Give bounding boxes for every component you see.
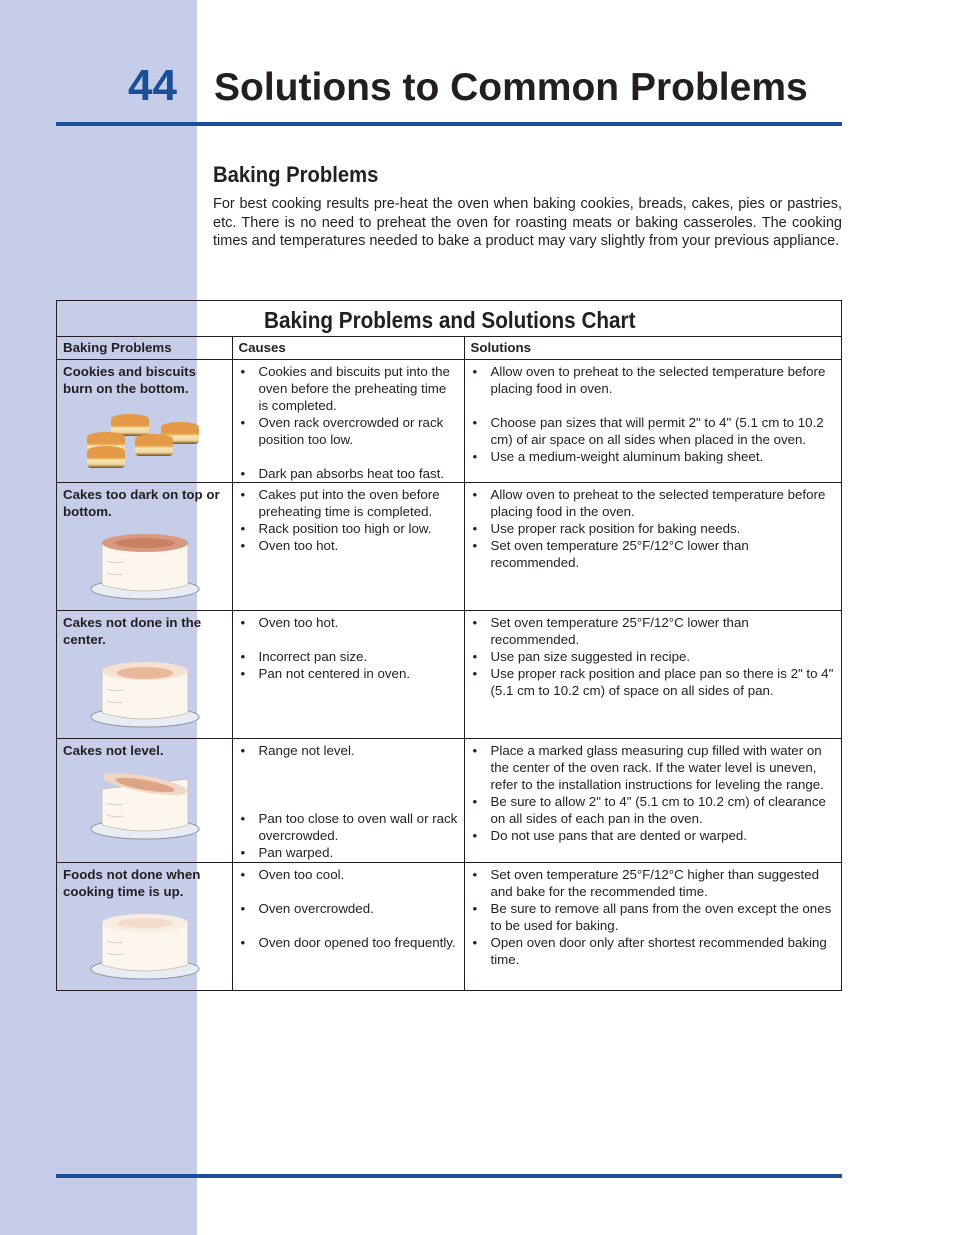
pale-cake-illustration <box>89 913 201 981</box>
section-heading: Baking Problems <box>213 162 379 187</box>
solutions-cell <box>464 482 841 610</box>
causes-cell <box>232 862 464 990</box>
table-header-row <box>57 337 841 359</box>
burnt-biscuits-illustration <box>81 412 203 476</box>
list-item: • Range not level. <box>239 742 460 759</box>
causes-list <box>233 611 464 682</box>
footer-divider <box>56 1174 842 1178</box>
solutions-cell <box>464 738 841 862</box>
list-item: • Allow oven to preheat to the selected temperature before placing food in the oven. <box>471 486 838 520</box>
header-baking-problems: Baking Problems <box>57 337 232 359</box>
list-item: • Use proper rack position and place pan so there is 2" to 4" (5.1 cm to 10.2 cm) of space on all sides of pan. <box>471 665 838 699</box>
list-item: • Use a medium-weight aluminum baking sheet. <box>471 448 838 465</box>
table-row <box>57 359 841 482</box>
problem-label: Cakes not level. <box>63 742 164 758</box>
list-item: • Oven rack overcrowded or rack position too low. <box>239 414 460 448</box>
list-item: • Use proper rack position for baking needs. <box>471 520 838 537</box>
list-item: • Set oven temperature 25°F/12°C lower than recommended. <box>471 614 838 648</box>
header-divider <box>56 122 842 126</box>
solutions-cell <box>464 862 841 990</box>
list-item: • Pan not centered in oven. <box>239 665 460 682</box>
problem-label: Foods not done when cooking time is up. <box>63 866 201 899</box>
tilted-cake-illustration <box>89 773 201 841</box>
page-title: Solutions to Common Problems <box>214 66 808 109</box>
problem-cell <box>57 610 232 738</box>
problem-cell <box>57 359 232 482</box>
list-item: • Use pan size suggested in recipe. <box>471 648 838 665</box>
solutions-list <box>465 739 842 844</box>
causes-list <box>233 483 464 554</box>
problem-cell <box>57 482 232 610</box>
list-item: • Oven too cool. <box>239 866 460 883</box>
dark-cake-illustration <box>89 533 201 601</box>
solutions-list <box>465 863 842 968</box>
table-row <box>57 738 841 862</box>
header-causes: Causes <box>232 337 464 359</box>
solutions-cell <box>464 359 841 482</box>
causes-cell <box>232 738 464 862</box>
causes-cell <box>232 482 464 610</box>
problem-label: Cookies and biscuits burn on the bottom. <box>63 363 197 396</box>
list-item: • Cookies and biscuits put into the oven before the preheating time is completed. <box>239 363 460 414</box>
list-item: • Be sure to remove all pans from the oven except the ones to be used for baking. <box>471 900 838 934</box>
list-item: • Oven overcrowded. <box>239 900 460 917</box>
solutions-cell <box>464 610 841 738</box>
underdone-cake-illustration <box>89 661 201 729</box>
list-item: • Be sure to allow 2" to 4" (5.1 cm to 10.2 cm) of clearance on all sides of each pan in the oven. <box>471 793 838 827</box>
list-item: • Place a marked glass measuring cup filled with water on the center of the oven rack. If the water level is uneven, refer to the installation instructions for leveling the range. <box>471 742 838 793</box>
problem-label: Cakes too dark on top or bottom. <box>63 486 220 519</box>
list-item: • Dark pan absorbs heat too fast. <box>239 465 460 482</box>
list-item: • Oven door opened too frequently. <box>239 934 460 951</box>
causes-list <box>233 739 464 861</box>
list-item: • Oven too hot. <box>239 537 460 554</box>
list-item: • Set oven temperature 25°F/12°C higher than suggested and bake for the recommended time. <box>471 866 838 900</box>
section-intro: For best cooking results pre-heat the oven when baking cookies, breads, cakes, pies or pastries, etc. There is no need to preheat the oven for roasting meats or baking casseroles. The cooking times and temperatures needed to bake a product may vary slightly from your previous appliance. <box>213 196 842 250</box>
page-number: 44 <box>128 61 177 110</box>
list-item: • Open oven door only after shortest recommended baking time. <box>471 934 838 968</box>
list-item: • Incorrect pan size. <box>239 648 460 665</box>
baking-solutions-chart <box>56 300 842 991</box>
list-item: • Pan warped. <box>239 844 460 861</box>
list-item: • Cakes put into the oven before preheating time is completed. <box>239 486 460 520</box>
header-solutions: Solutions <box>464 337 841 359</box>
causes-cell <box>232 610 464 738</box>
problem-cell <box>57 738 232 862</box>
list-item: • Allow oven to preheat to the selected temperature before placing food in oven. <box>471 363 838 397</box>
table-row <box>57 482 841 610</box>
list-item: • Pan too close to oven wall or rack overcrowded. <box>239 810 460 844</box>
list-item: • Rack position too high or low. <box>239 520 460 537</box>
causes-list <box>233 863 464 951</box>
table-row <box>57 610 841 738</box>
list-item: • Set oven temperature 25°F/12°C lower than recommended. <box>471 537 838 571</box>
causes-cell <box>232 359 464 482</box>
solutions-list <box>465 360 842 465</box>
causes-list <box>233 360 464 482</box>
problem-cell <box>57 862 232 990</box>
list-item: • Choose pan sizes that will permit 2" to 4" (5.1 cm to 10.2 cm) of air space on all sides when placed in the oven. <box>471 414 838 448</box>
problem-label: Cakes not done in the center. <box>63 614 202 647</box>
chart-title: Baking Problems and Solutions Chart <box>57 301 841 337</box>
solutions-list <box>465 611 842 699</box>
list-item: • Oven too hot. <box>239 614 460 631</box>
chart-table <box>57 337 841 990</box>
solutions-list <box>465 483 842 571</box>
list-item: • Do not use pans that are dented or warped. <box>471 827 838 844</box>
table-row <box>57 862 841 990</box>
